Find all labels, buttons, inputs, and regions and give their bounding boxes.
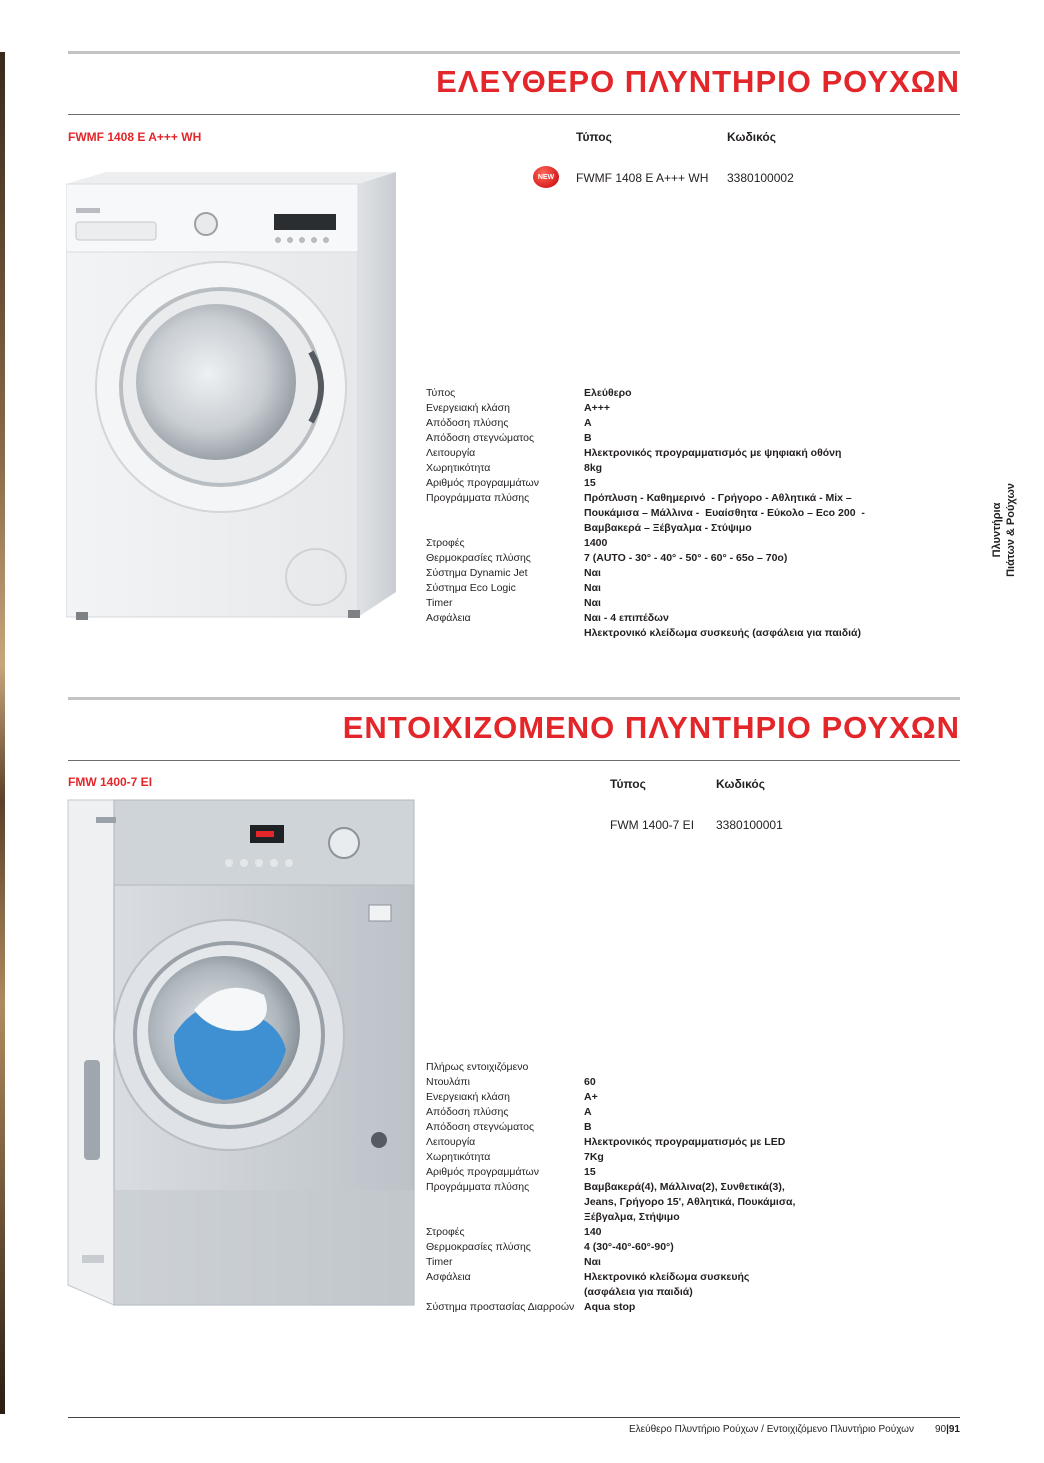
section1-row-code: 3380100002 (727, 171, 794, 185)
spec-key: Απόδοση πλύσης (426, 417, 509, 429)
spec-value: 4 (30°-40°-60°-90°) (584, 1241, 674, 1253)
page-left: 90 (934, 1424, 947, 1435)
spec-key: Ντουλάπι (426, 1076, 470, 1088)
spec-value: A+ (584, 1091, 598, 1103)
spec-key: Τύπος (426, 387, 456, 399)
spec-key: Στροφές (426, 1226, 465, 1238)
spec-key: Σύστημα Dynamic Jet (426, 567, 528, 579)
spec-value: Ηλεκτρονικός προγραμματισμός με ψηφιακή οθόνη (584, 447, 842, 459)
built-in-washer-image (24, 795, 442, 1320)
section2-col-type: Τύπος (610, 777, 646, 791)
spec-value: Πρόπλυση - Καθημερινό - Γρήγορο - Αθλητικά - Mix – Πουκάμισα – Μάλλινα - Ευαίσθητα - Εύκολο – Eco 200 - Βαμβακερά – Ξέβγαλμα - Στύψιμο (584, 492, 865, 534)
spec-key: Θερμοκρασίες πλύσης (426, 1241, 531, 1253)
spec-value: Ναι (584, 597, 601, 609)
page-numbers (935, 1424, 960, 1435)
spec-key: Προγράμματα πλύσης (426, 492, 530, 504)
spec-value: 15 (584, 477, 596, 489)
side-tab-line2: Πιάτων & Ρούχων (1005, 483, 1017, 577)
spec-key: Απόδοση πλύσης (426, 1106, 509, 1118)
section2-row-code: 3380100001 (716, 818, 783, 832)
spec-key: Χωρητικότητα (426, 1151, 491, 1163)
spec-value: Ελεύθερο (584, 387, 632, 399)
section2-spec-table (426, 1060, 795, 1315)
spec-key: Λειτουργία (426, 1136, 476, 1148)
spec-value: Ναι (584, 567, 601, 579)
spec-value: A+++ (584, 402, 610, 414)
section1-title: ΕΛΕΥΘΕΡΟ ΠΛΥΝΤΗΡΙΟ ΡΟΥΧΩΝ (436, 64, 960, 99)
spec-value: Aqua stop (584, 1301, 636, 1313)
spec-value: Ναι - 4 επιπέδων Ηλεκτρονικό κλείδωμα συσκευής (ασφάλεια για παιδιά) (584, 612, 861, 639)
spec-key: Ενεργειακή κλάση (426, 402, 510, 414)
spec-value: Ναι (584, 1256, 601, 1268)
spec-key: Προγράμματα πλύσης (426, 1181, 530, 1193)
spec-value (584, 1060, 795, 1075)
page-separator: | (946, 1424, 949, 1435)
new-badge: NEW (533, 166, 559, 188)
spec-value: Ηλεκτρονικός προγραμματισμός με LED (584, 1136, 786, 1148)
section1-model-label: FWMF 1408 E A+++ WH (68, 130, 202, 144)
spec-key: Χωρητικότητα (426, 462, 491, 474)
spec-key: Απόδοση στεγνώματος (426, 1121, 535, 1133)
section2-top-rule (68, 697, 960, 700)
spec-key: Ασφάλεια (426, 612, 471, 624)
spec-value: 8kg (584, 462, 603, 474)
spec-key: Ασφάλεια (426, 1271, 471, 1283)
section1-row-type: FWMF 1408 E A+++ WH (576, 171, 709, 185)
spec-key: Απόδοση στεγνώματος (426, 432, 535, 444)
spec-value: A (584, 417, 592, 429)
section1-col-type: Τύπος (576, 130, 612, 144)
spec-key: Αριθμός προγραμμάτων (426, 477, 539, 489)
spec-value: 1400 (584, 537, 608, 549)
section1-col-code: Κωδικός (727, 130, 777, 144)
side-tab-line1: Πλυντήρια (991, 502, 1003, 558)
spec-key: Αριθμός προγραμμάτων (426, 1166, 539, 1178)
spec-value: 60 (584, 1076, 596, 1088)
freestanding-washer-image (66, 172, 396, 627)
footer-text: Ελεύθερο Πλυντήριο Ρούχων / Εντοιχιζόμενο Πλυντήριο Ρούχων (629, 1424, 914, 1435)
spec-key: Timer (426, 597, 453, 609)
section2-col-code: Κωδικός (716, 777, 766, 791)
spec-value: Ναι (584, 582, 601, 594)
section2-title-rule (68, 760, 960, 761)
spec-key: Timer (426, 1256, 453, 1268)
spec-value: B (584, 432, 592, 444)
spec-key: Στροφές (426, 537, 465, 549)
spec-key: Θερμοκρασίες πλύσης (426, 552, 531, 564)
section2-title: ΕΝΤΟΙΧΙΖΟΜΕΝΟ ΠΛΥΝΤΗΡΙΟ ΡΟΥΧΩΝ (342, 710, 960, 745)
section2-row-type: FWM 1400-7 EI (610, 818, 695, 832)
footer-rule (68, 1417, 960, 1418)
spec-value: B (584, 1121, 592, 1133)
spec-value: 7Kg (584, 1151, 604, 1163)
page-right: 91 (948, 1424, 960, 1435)
section1-title-rule (68, 114, 960, 115)
spec-key: Σύστημα προστασίας Διαρροών (426, 1301, 575, 1313)
spec-value: Βαμβακερά(4), Μάλλινα(2), Συνθετικά(3), Jeans, Γρήγορο 15', Αθλητικά, Πουκάμισα, Ξέβγαλμα, Στήψιμο (584, 1181, 796, 1223)
section1-top-rule (68, 51, 960, 54)
spec-key: Ενεργειακή κλάση (426, 1091, 510, 1103)
spec-key: Λειτουργία (426, 447, 476, 459)
spec-value: 7 (AUTO - 30° - 40° - 50° - 60° - 65ο – 70ο) (584, 552, 788, 564)
section1-spec-table (426, 386, 865, 641)
side-category-tab (978, 455, 1030, 605)
spec-key: Πλήρως εντοιχιζόμενο (426, 1061, 529, 1073)
spec-value: Ηλεκτρονικό κλείδωμα συσκευής (ασφάλεια για παιδιά) (584, 1271, 750, 1298)
spec-value: 140 (584, 1226, 602, 1238)
spec-value: A (584, 1106, 592, 1118)
left-edge-strip (0, 52, 5, 1414)
spec-key: Σύστημα Eco Logic (426, 582, 516, 594)
spec-value: 15 (584, 1166, 596, 1178)
section2-model-label: FMW 1400-7 EI (68, 775, 153, 789)
